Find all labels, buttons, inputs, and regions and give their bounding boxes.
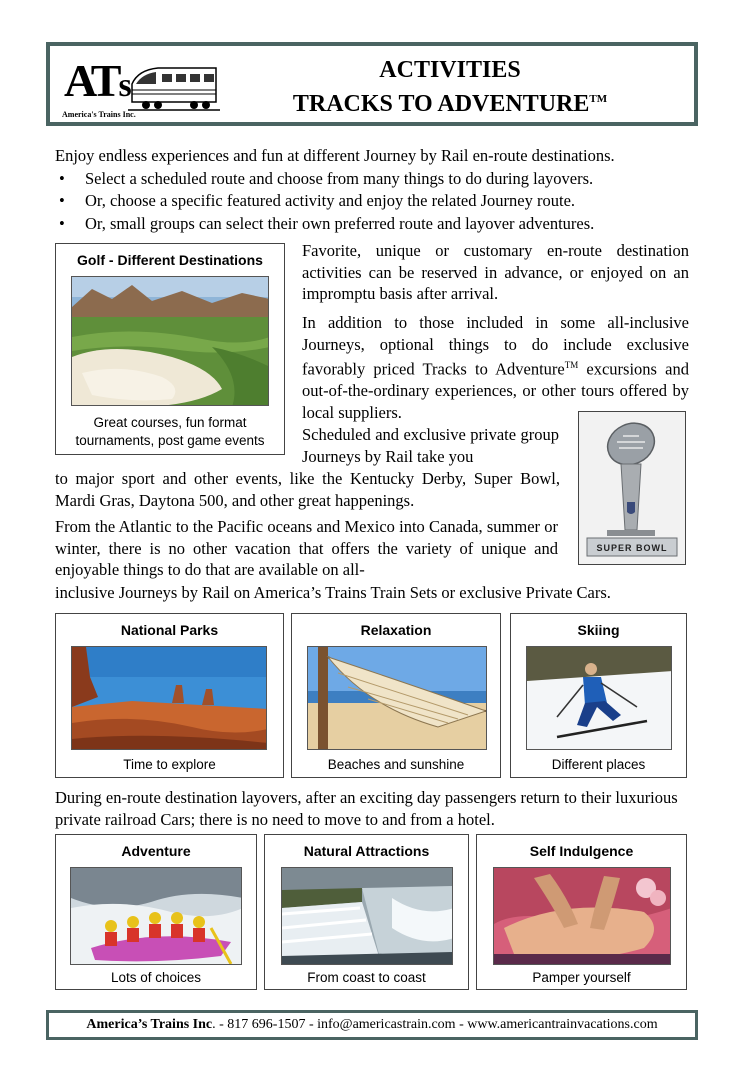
- paragraph-layovers: During en-route destination layovers, after an exciting day passengers return to their luxurious private railroad Cars; there is no need to move to and from a hotel.: [55, 788, 678, 829]
- logo-text: ATs: [64, 55, 129, 106]
- golf-photo: [71, 276, 269, 406]
- footer-company: America’s Trains Inc: [86, 1017, 213, 1032]
- national-parks-title: National Parks: [120, 622, 219, 638]
- footer-contact: . - 817 696-1507 - info@americastrain.com - www.americantrainvacations.com: [212, 1017, 658, 1032]
- train-icon: [128, 62, 220, 112]
- self-indulgence-photo: [493, 867, 671, 965]
- self-indulgence-title: Self Indulgence: [529, 843, 634, 859]
- paragraph-events-b: to major sport and other events, like the Kentucky Derby, Super Bowl, Mardi Gras, Daytona 500, and other great happenings.: [55, 469, 560, 510]
- golf-box: [55, 243, 285, 455]
- intro-bullets: [55, 168, 695, 236]
- list-item: • Select a scheduled route and choose from many things to do during layovers.: [55, 168, 695, 191]
- logo-subtitle: America's Trains Inc.: [62, 110, 136, 119]
- paragraph-optional: In addition to those included in some all-inclusive Journeys, optional things to do include exclusive favorably priced Tracks to Adventure™ excursions and out-of-the-ordinary experiences, or other tours offered by local suppliers.: [302, 313, 689, 422]
- natural-attractions-title: Natural Attractions: [303, 843, 430, 859]
- header-box: [46, 42, 698, 126]
- paragraph-events-a: Scheduled and exclusive private group Journeys by Rail take you: [302, 425, 559, 466]
- adventure-title: Adventure: [121, 843, 191, 859]
- trophy-icon: [579, 412, 685, 564]
- superbowl-label: SUPER BOWL: [596, 543, 668, 553]
- national-parks-photo: [71, 646, 267, 750]
- paragraph-atlantic-a: From the Atlantic to the Pacific oceans and Mexico into Canada, summer or winter, there is no other vacation that offers the variety of unique and enjoyable things to do that are available on all-: [55, 517, 558, 579]
- relaxation-title: Relaxation: [360, 622, 432, 638]
- intro-lead: Enjoy endless experiences and fun at different Journey by Rail en-route destinations.: [55, 146, 615, 165]
- self-indulgence-box: [476, 834, 687, 990]
- national-parks-caption: Time to explore: [123, 757, 216, 772]
- skiing-box: [510, 613, 687, 778]
- superbowl-box: [578, 411, 686, 565]
- intro-section: [55, 145, 695, 235]
- golf-title: Golf - Different Destinations: [77, 252, 263, 268]
- self-indulgence-caption: Pamper yourself: [532, 970, 631, 985]
- skiing-title: Skiing: [577, 622, 620, 638]
- natural-attractions-photo: [281, 867, 453, 965]
- relaxation-caption: Beaches and sunshine: [327, 757, 465, 772]
- adventure-caption: Lots of choices: [110, 970, 202, 985]
- skiing-photo: [526, 646, 672, 750]
- natural-attractions-box: [264, 834, 469, 990]
- paragraph-atlantic-b: inclusive Journeys by Rail on America’s Trains Train Sets or exclusive Private Cars.: [55, 583, 611, 602]
- list-item: • Or, choose a specific featured activity and enjoy the related Journey route.: [55, 190, 695, 213]
- natural-attractions-caption: From coast to coast: [307, 970, 426, 985]
- golf-caption: Great courses, fun format tournaments, post game events: [75, 415, 265, 448]
- adventure-box: [55, 834, 257, 990]
- page-title: ACTIVITIES TRACKS TO ADVENTURE™: [292, 57, 608, 117]
- list-item: • Or, small groups can select their own preferred route and layover adventures.: [55, 213, 695, 236]
- paragraph-activities: Favorite, unique or customary en-route destination activities can be reserved in advance, or enjoyed on an impromptu basis after arrival.: [302, 241, 689, 303]
- relaxation-photo: [307, 646, 487, 750]
- skiing-caption: Different places: [551, 757, 646, 772]
- adventure-photo: [70, 867, 242, 965]
- national-parks-box: [55, 613, 284, 778]
- footer-box: [46, 1010, 698, 1040]
- logo: [58, 52, 218, 118]
- relaxation-box: [291, 613, 501, 778]
